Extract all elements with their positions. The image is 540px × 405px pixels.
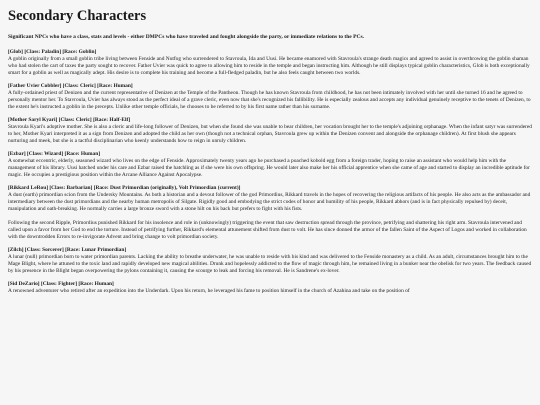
character-description: A renowned adventurer who retired after an expedition into the Underdark. Upon his return, he leveraged his fame to position himself in the church of Azahina and take on the position of [8,288,410,294]
character-description: A somewhat eccentric, elderly, seasoned wizard who lives on the edge of Fenside. Approximately twenty years ago he purchased a poached kobold egg from a foreign trader, hoping to raise an assistant who would help him with the management of his library. Uusi hatched under his care and Ezbar raised the hatchling as if she were his own offspring. He would later also make her his official apprentice when she came of age and started to display an incredible aptitude for magic. He occupies a prestigious position within the Arcane Alliance Against Apocalypse. [8,158,530,178]
character-description: Following the second Ripple, Primordius punished Rikkard for his insolence and role in (unknowingly) triggering the event that saw destruction spread through the province, petrifying and shattering his right arm. Stavroula intervened and called upon a favor from her God to end the torture. Instead of petrifying further, Rikkard's elemental attunement shifted from dust to volt. He has since donned the armor of the fallen Saint of the Aspect of Logos and worked in collaboration with the downtrodden Errors to re-invigorate Advent and bring change to volt primordian society. [8,220,527,240]
character-description: A dust (earth) primordian scion from the Undersky Mountains. As both a historian and a devout follower of the god Primordius, Rikkard travels in the hopes of recovering the religious artifacts of his people. He also acts as the ambassador and intermediary between the dust primordians and the nearby human metropolis of Silgate. Rigidly good and embodying the strict codes of honor and humility of his people, Rikkard abhors (and is in fact physically repulsed by) deceit, manipulation and oath-breaking. He normally carries a large bronze sword with a stone hilt on his back but prefers to fight with his fists. [8,192,531,212]
character-header: [Father Uvier Cobbler] [Class: Cleric] [Race: Human] [8,83,133,89]
character-entries [8,49,532,295]
character-description: A goblin originally from a small goblin tribe living between Fenside and Nutfog who surrendered to Stavroula, Ida and Uusi. He became enamored with Stavroula's strange death magics and agreed to assist in overthrowing the goblin shaman who had stolen the cart of taxes the party sought to recover. Father Uvier was quick to agree to allowing him to reside in the temple and began instructing him. Although he still displays typical goblin characteristics, Glob is both exceptionally smart for a goblin as well as magically adept. His desire is to complete his training and become a full-fledged paladin, but he also feels caught between two worlds. [8,56,530,76]
character-header: [Mother Saryl Kyari] [Class: Cleric] [Race: Half-Elf] [8,117,131,123]
character-description: A lunar (null) primordian born to water primordian parents. Lacking the ability to breathe underwater, he was unable to reside with his kind and was delivered to the Fenside monastery as a child. As an adult, circumstances brought him to the Mage Blight, where he attuned to the toxic land and rapidly developed new magical abilities. Drunk and hopelessly addicted to the flow of magic through him, he remained living in a bunker near the obelisk for two years. The feedback caused by his presence in the Blight began overpowering the pylons containing it, causing the scourge to leak and forcing his removal. He is Sandrene's ex-lover. [8,254,532,274]
character-entry [8,83,532,111]
character-header: [Sid DeZario] [Class: Fighter] [Race: Human] [8,281,114,287]
character-entry [8,49,532,77]
character-entry [8,185,532,241]
character-header: [Ezbar] [Class: Wizard] [Race: Human] [8,151,101,157]
character-entry [8,281,532,295]
character-entry [8,151,532,179]
character-description: Stavroula Kyari's adoptive mother. She is also a cleric and life-long follower of Denizen, but when she found she was unable to bear children, her vocation brought her to the temple's adjoining orphanage. When the infant satyr was surrendered to her, Mother Kyari interpreted it as a sign from Denizen and adopted the child as her own (though not a technical orphan, Stavroula grew up within the Denizen convent and alongside the orphanage children). At first blush she appears nurturing and meek, but she is a tactful disciplinarian who keenly understands how to reign in unruly children. [8,124,532,144]
character-description: A fully-ordained priest of Denizen and the current representative of Denizen at the Temple of the Pantheon. Though he has known Stavroula from childhood, he has not been intimately involved with her until she turned 16 and he agreed to personally mentor her. To Stavroula, Uvier has always stood as the perfect ideal of a grave cleric, even now that she's recognized his fallibility. He is especially zealous and accepts any individual genuinely receptive to the tenets of Denizen, to the extent he's instructed a goblin in the precepts. Unlike other temple officials, he chooses to be referred to by his first name rather than his surname. [8,90,531,110]
character-header: [Zilch] [Class: Sorcerer] [Race: Lunar Primordian] [8,247,127,253]
character-entry [8,117,532,145]
character-header: [Glob] [Class: Paladin] [Race: Goblin] [8,49,97,55]
page-subtitle: Significant NPCs who have a class, stats and levels - either DMPCs who have traveled and fought alongside the party, or immediate relations to the PCs. [8,34,364,40]
character-header: [Rikkard LeRou] [Class: Barbarian] [Race: Dust Primordian (originally), Volt Primordian (current)] [8,185,241,191]
character-entry [8,247,532,275]
page-title: Secondary Characters [8,8,147,24]
